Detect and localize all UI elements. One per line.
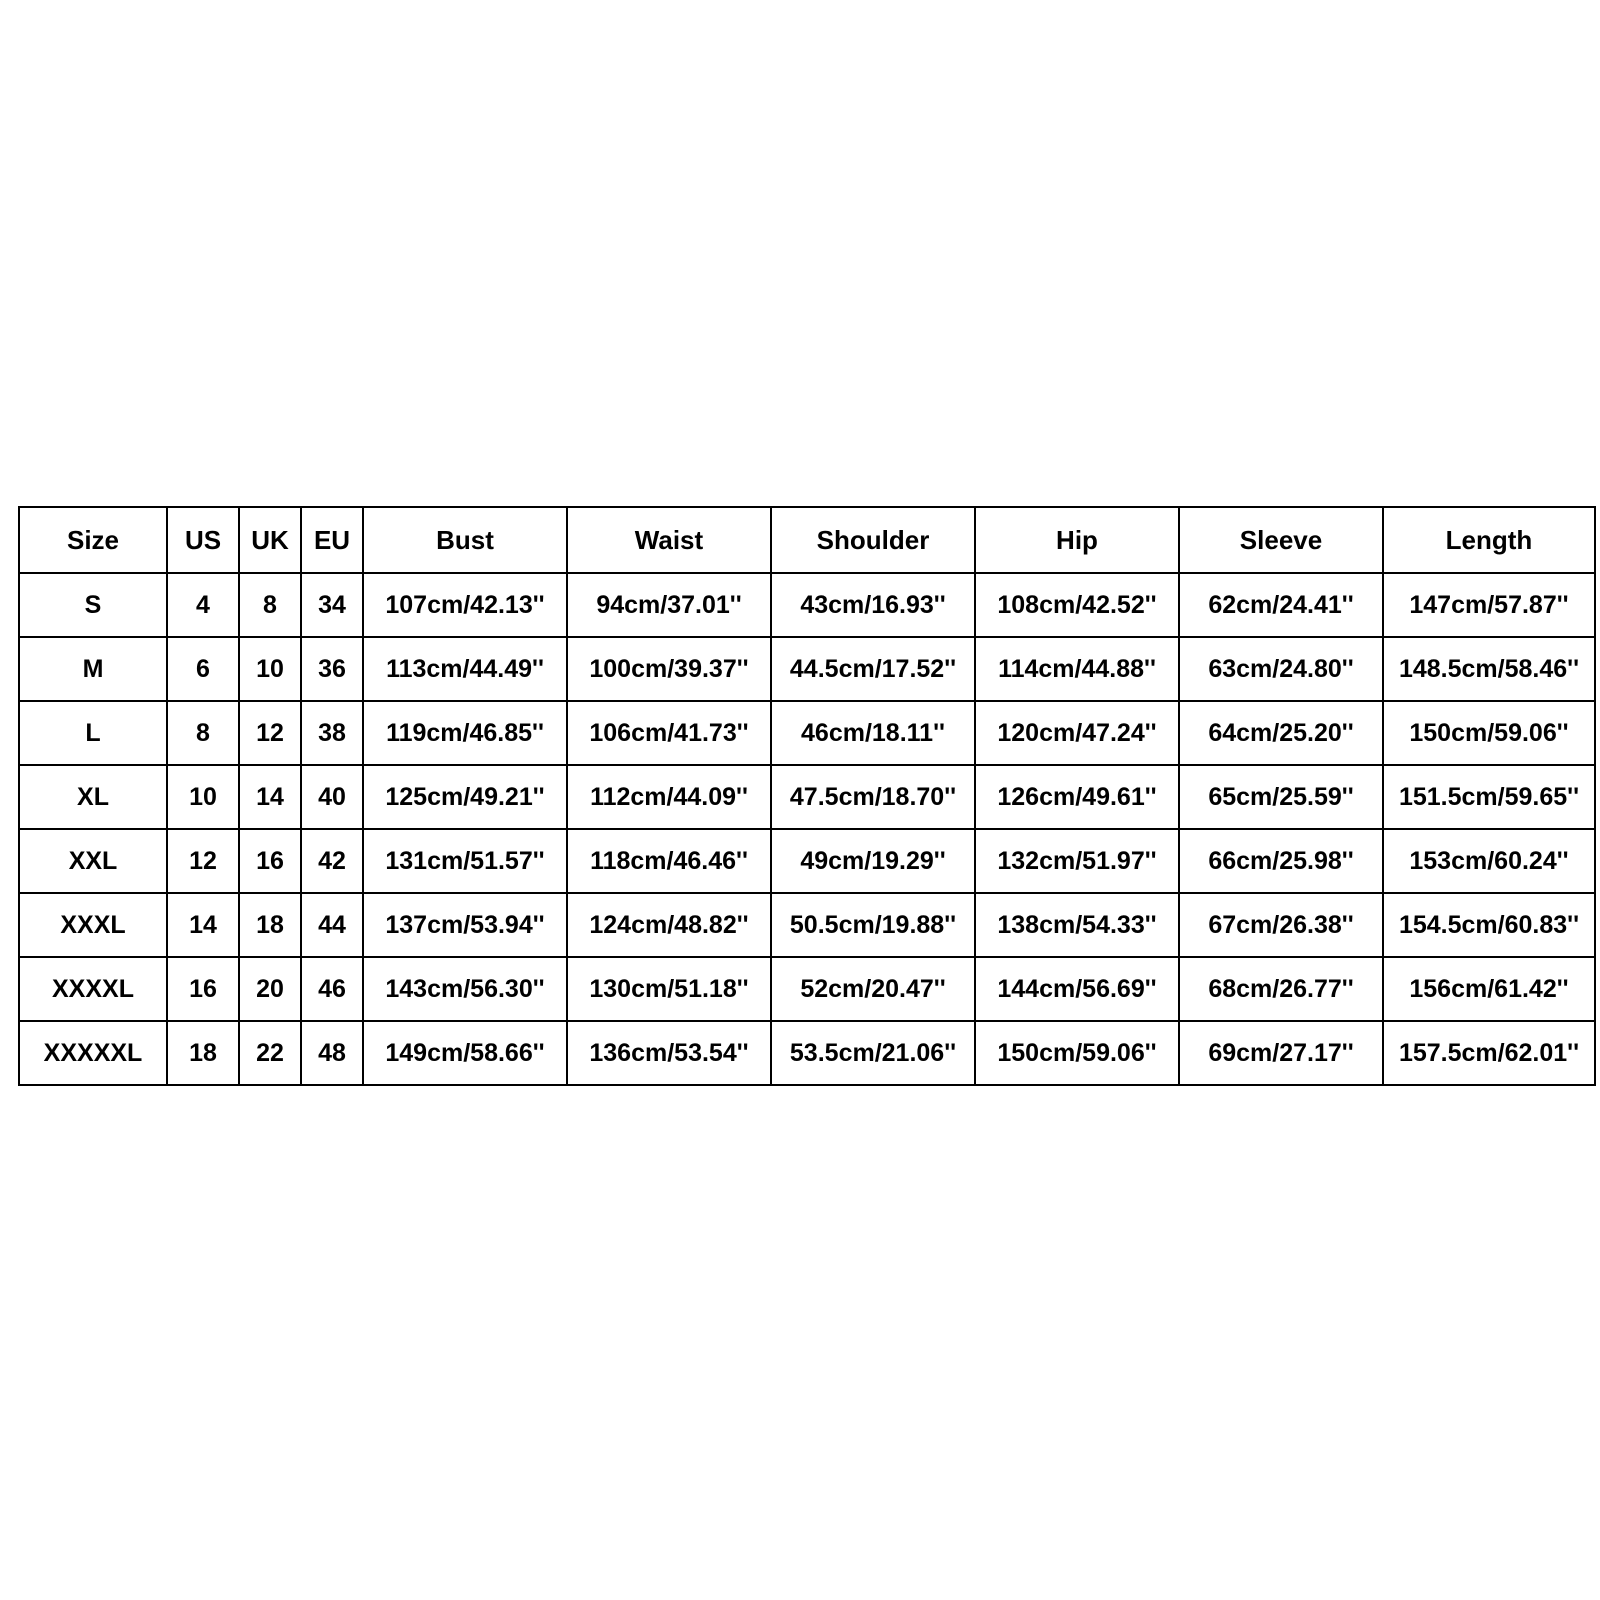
cell-bust: 125cm/49.21'': [363, 765, 567, 829]
cell-shoulder: 47.5cm/18.70'': [771, 765, 975, 829]
cell-sleeve: 68cm/26.77'': [1179, 957, 1383, 1021]
cell-us: 12: [167, 829, 239, 893]
cell-length: 156cm/61.42'': [1383, 957, 1595, 1021]
cell-sleeve: 69cm/27.17'': [1179, 1021, 1383, 1085]
cell-waist: 94cm/37.01'': [567, 573, 771, 637]
cell-size: XXXXL: [19, 957, 167, 1021]
cell-bust: 119cm/46.85'': [363, 701, 567, 765]
table-row: [19, 765, 1595, 829]
cell-us: 6: [167, 637, 239, 701]
table-header: [19, 507, 1595, 573]
cell-size: M: [19, 637, 167, 701]
cell-length: 151.5cm/59.65'': [1383, 765, 1595, 829]
table-row: [19, 893, 1595, 957]
cell-us: 14: [167, 893, 239, 957]
cell-bust: 131cm/51.57'': [363, 829, 567, 893]
cell-length: 150cm/59.06'': [1383, 701, 1595, 765]
cell-shoulder: 52cm/20.47'': [771, 957, 975, 1021]
cell-uk: 12: [239, 701, 301, 765]
cell-waist: 118cm/46.46'': [567, 829, 771, 893]
cell-us: 16: [167, 957, 239, 1021]
column-header-size: Size: [19, 507, 167, 573]
cell-shoulder: 43cm/16.93'': [771, 573, 975, 637]
cell-shoulder: 46cm/18.11'': [771, 701, 975, 765]
cell-sleeve: 65cm/25.59'': [1179, 765, 1383, 829]
cell-size: XXXXXL: [19, 1021, 167, 1085]
cell-uk: 8: [239, 573, 301, 637]
cell-waist: 112cm/44.09'': [567, 765, 771, 829]
cell-uk: 18: [239, 893, 301, 957]
cell-sleeve: 62cm/24.41'': [1179, 573, 1383, 637]
column-header-sleeve: Sleeve: [1179, 507, 1383, 573]
column-header-waist: Waist: [567, 507, 771, 573]
cell-hip: 108cm/42.52'': [975, 573, 1179, 637]
cell-uk: 16: [239, 829, 301, 893]
cell-bust: 113cm/44.49'': [363, 637, 567, 701]
cell-size: XXL: [19, 829, 167, 893]
cell-eu: 42: [301, 829, 363, 893]
cell-eu: 46: [301, 957, 363, 1021]
cell-us: 10: [167, 765, 239, 829]
cell-length: 153cm/60.24'': [1383, 829, 1595, 893]
cell-length: 147cm/57.87'': [1383, 573, 1595, 637]
cell-hip: 132cm/51.97'': [975, 829, 1179, 893]
table-body: [19, 573, 1595, 1085]
cell-hip: 120cm/47.24'': [975, 701, 1179, 765]
cell-hip: 114cm/44.88'': [975, 637, 1179, 701]
cell-length: 157.5cm/62.01'': [1383, 1021, 1595, 1085]
column-header-bust: Bust: [363, 507, 567, 573]
cell-bust: 137cm/53.94'': [363, 893, 567, 957]
cell-uk: 10: [239, 637, 301, 701]
column-header-length: Length: [1383, 507, 1595, 573]
cell-us: 4: [167, 573, 239, 637]
cell-waist: 130cm/51.18'': [567, 957, 771, 1021]
cell-shoulder: 44.5cm/17.52'': [771, 637, 975, 701]
cell-uk: 22: [239, 1021, 301, 1085]
table-row: [19, 637, 1595, 701]
cell-size: XL: [19, 765, 167, 829]
size-chart-container: [18, 506, 1582, 1086]
cell-uk: 20: [239, 957, 301, 1021]
table-row: [19, 701, 1595, 765]
cell-eu: 38: [301, 701, 363, 765]
cell-size: S: [19, 573, 167, 637]
cell-sleeve: 63cm/24.80'': [1179, 637, 1383, 701]
cell-size: L: [19, 701, 167, 765]
size-chart-table: [18, 506, 1596, 1086]
column-header-eu: EU: [301, 507, 363, 573]
cell-bust: 149cm/58.66'': [363, 1021, 567, 1085]
cell-shoulder: 53.5cm/21.06'': [771, 1021, 975, 1085]
cell-hip: 144cm/56.69'': [975, 957, 1179, 1021]
cell-shoulder: 49cm/19.29'': [771, 829, 975, 893]
cell-us: 8: [167, 701, 239, 765]
cell-eu: 34: [301, 573, 363, 637]
cell-sleeve: 67cm/26.38'': [1179, 893, 1383, 957]
cell-bust: 143cm/56.30'': [363, 957, 567, 1021]
cell-hip: 126cm/49.61'': [975, 765, 1179, 829]
column-header-hip: Hip: [975, 507, 1179, 573]
cell-bust: 107cm/42.13'': [363, 573, 567, 637]
table-row: [19, 957, 1595, 1021]
table-row: [19, 829, 1595, 893]
cell-hip: 150cm/59.06'': [975, 1021, 1179, 1085]
cell-eu: 36: [301, 637, 363, 701]
cell-eu: 40: [301, 765, 363, 829]
cell-length: 154.5cm/60.83'': [1383, 893, 1595, 957]
cell-waist: 136cm/53.54'': [567, 1021, 771, 1085]
cell-eu: 48: [301, 1021, 363, 1085]
cell-shoulder: 50.5cm/19.88'': [771, 893, 975, 957]
table-header-row: [19, 507, 1595, 573]
cell-uk: 14: [239, 765, 301, 829]
table-row: [19, 1021, 1595, 1085]
cell-waist: 100cm/39.37'': [567, 637, 771, 701]
cell-eu: 44: [301, 893, 363, 957]
cell-us: 18: [167, 1021, 239, 1085]
column-header-uk: UK: [239, 507, 301, 573]
cell-waist: 106cm/41.73'': [567, 701, 771, 765]
cell-length: 148.5cm/58.46'': [1383, 637, 1595, 701]
table-row: [19, 573, 1595, 637]
cell-hip: 138cm/54.33'': [975, 893, 1179, 957]
cell-size: XXXL: [19, 893, 167, 957]
cell-waist: 124cm/48.82'': [567, 893, 771, 957]
column-header-shoulder: Shoulder: [771, 507, 975, 573]
column-header-us: US: [167, 507, 239, 573]
cell-sleeve: 64cm/25.20'': [1179, 701, 1383, 765]
cell-sleeve: 66cm/25.98'': [1179, 829, 1383, 893]
